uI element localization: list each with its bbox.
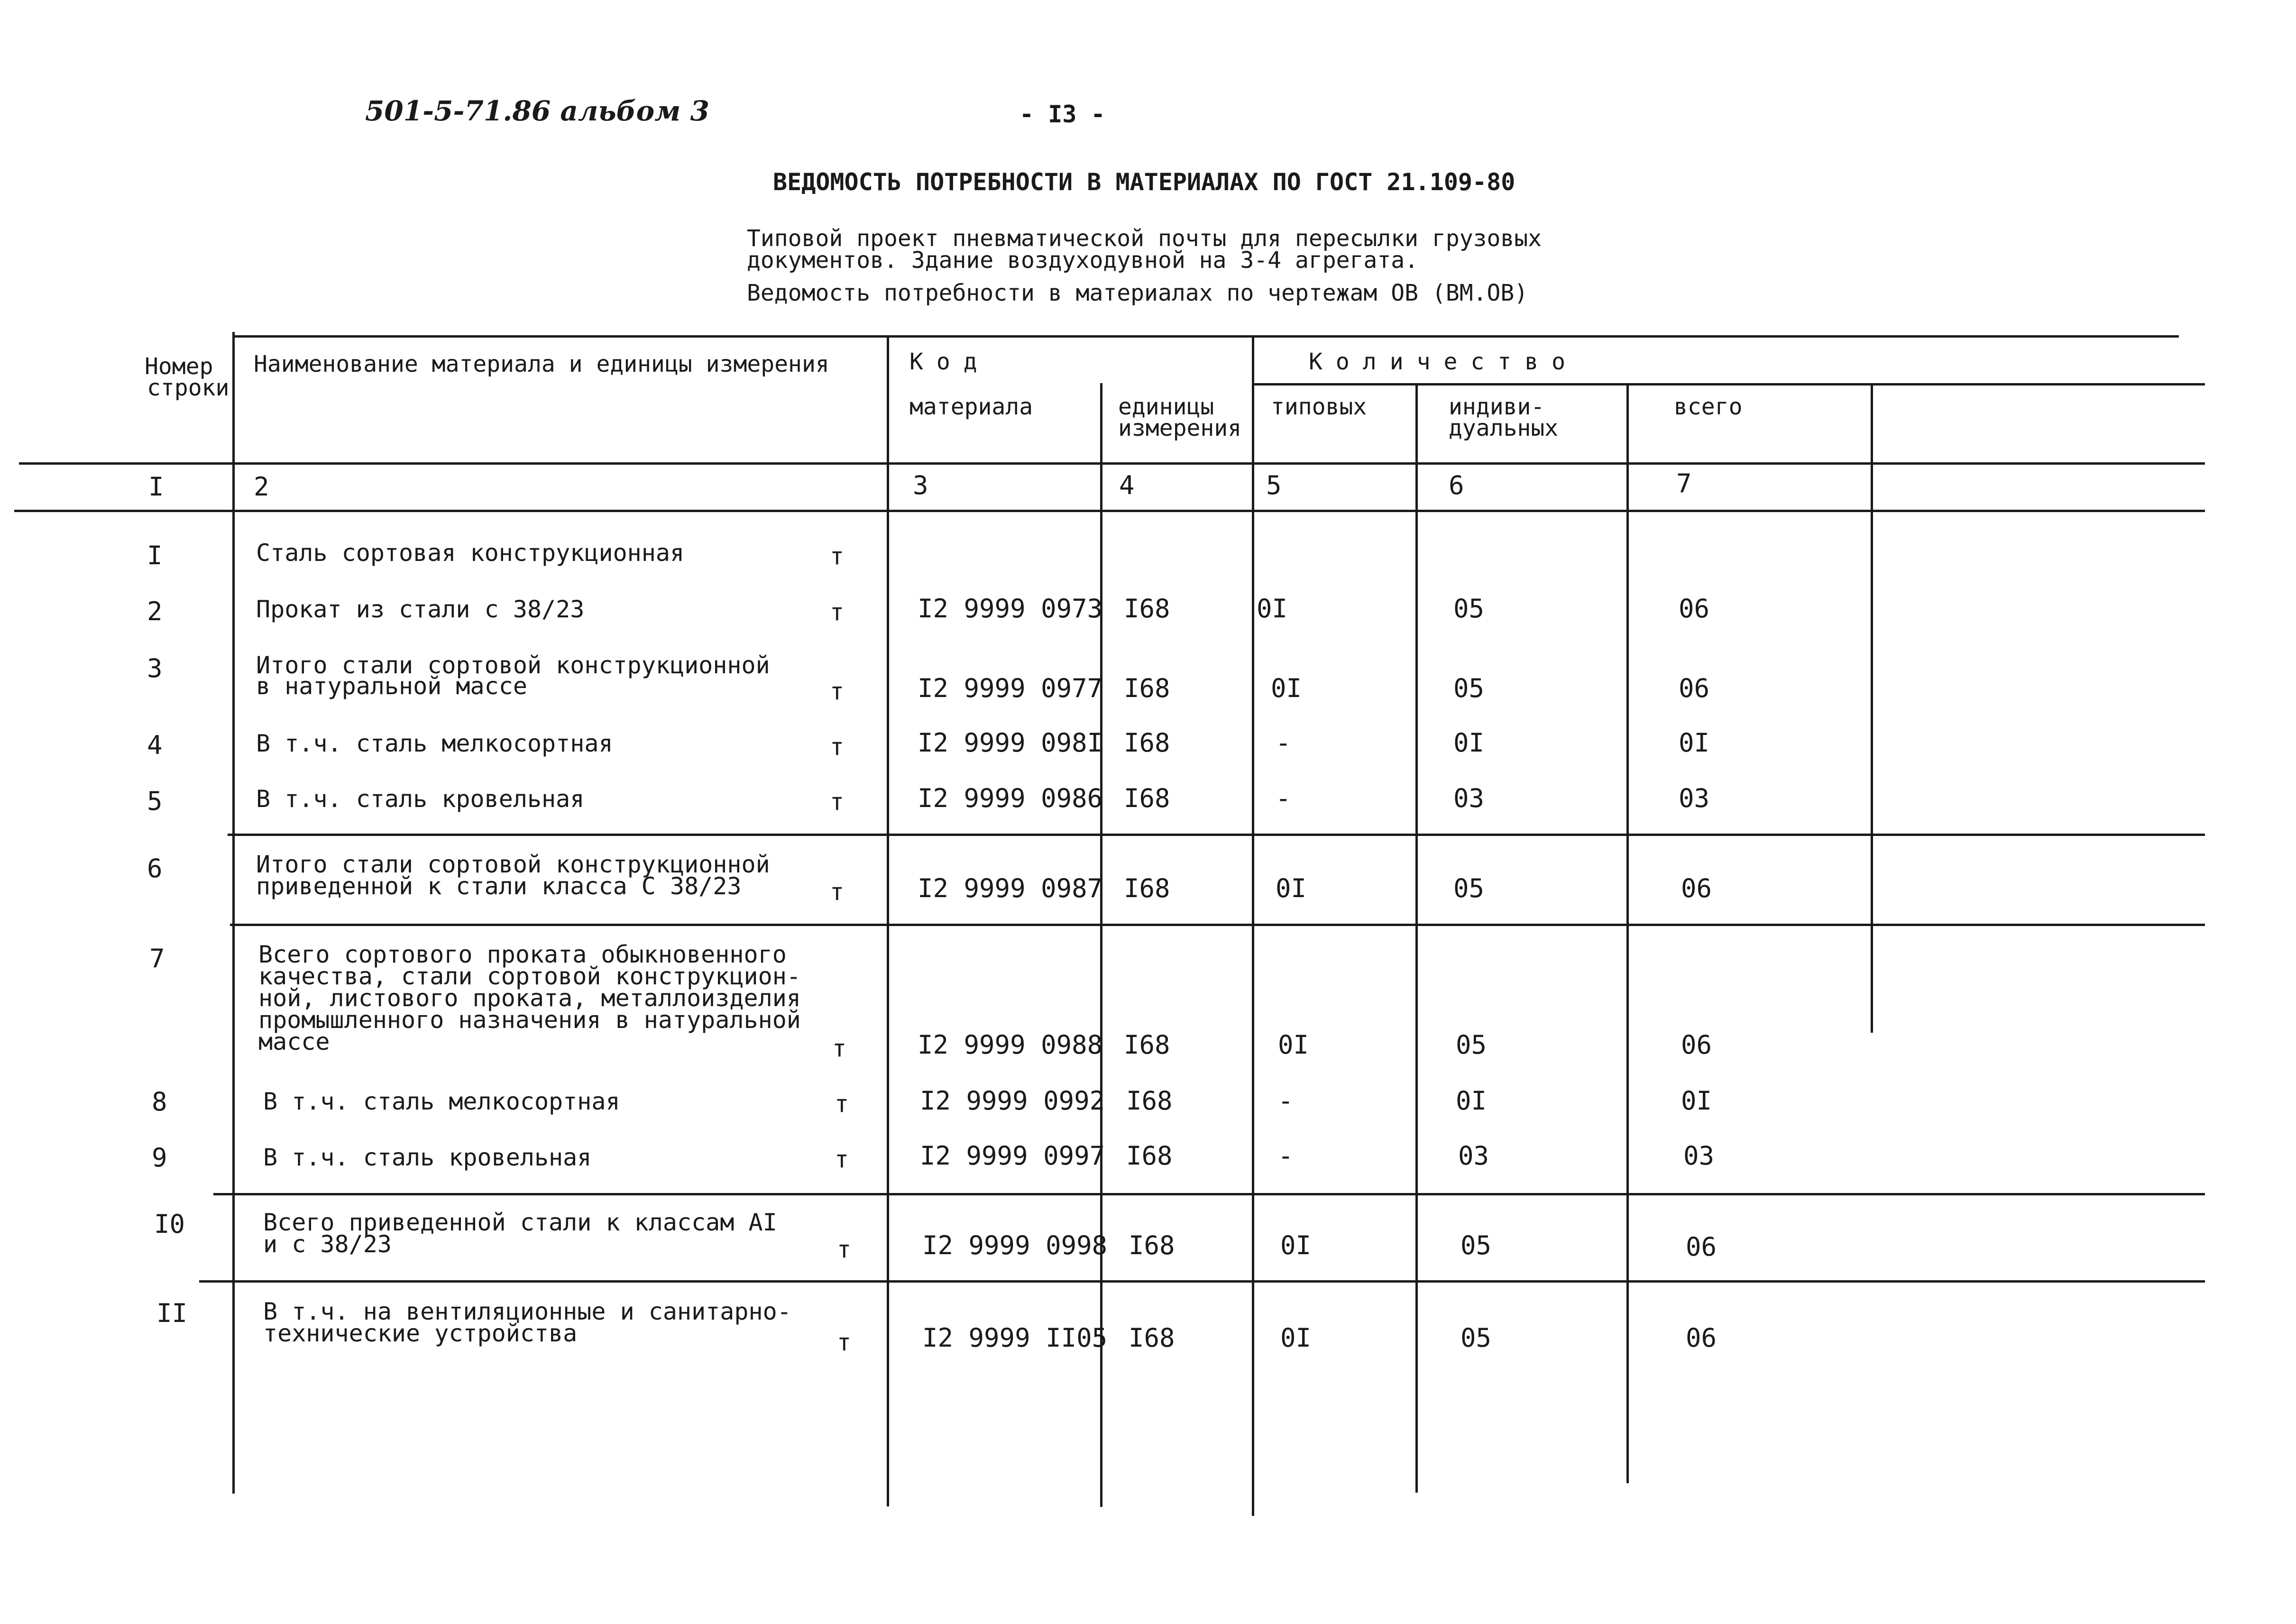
material-name: Итого стали сортовой конструкционной	[256, 651, 770, 679]
header-code-unit-2: измерения	[1118, 415, 1242, 441]
qty-typical: -	[1276, 783, 1291, 813]
header-quantity-group: Количество	[1309, 349, 1579, 375]
unit-label: т	[830, 542, 845, 570]
material-name: в натуральной массе	[256, 672, 527, 700]
qty-total: 03	[1683, 1141, 1715, 1171]
qty-total: 06	[1686, 1323, 1717, 1353]
material-code: I2 9999 0987	[918, 873, 1103, 903]
material-name: приведенной к стали класса С 38/23	[256, 872, 742, 900]
qty-individual: 03	[1453, 783, 1485, 813]
column-number: 3	[913, 470, 928, 500]
qty-typical: 0I	[1276, 873, 1307, 903]
qty-typical: -	[1278, 1086, 1294, 1116]
material-name: Всего приведенной стали к классам АI	[263, 1209, 777, 1236]
material-name: Прокат из стали с 38/23	[256, 596, 585, 623]
material-name: В т.ч. на вентиляционные и санитарно-	[263, 1298, 791, 1325]
material-name: технические устройства	[263, 1320, 578, 1347]
material-name: Всего сортового проката обыкновенного	[258, 941, 787, 968]
material-name: ной, листового проката, металлоизделия	[258, 984, 801, 1012]
qty-individual: 05	[1460, 1323, 1492, 1353]
document-code: 501-5-71.86 альбом 3	[365, 95, 709, 127]
unit-label: т	[830, 733, 845, 761]
row-number: I0	[154, 1209, 185, 1239]
row-number: II	[156, 1298, 188, 1328]
row-number: 6	[147, 853, 163, 883]
qty-total: 03	[1679, 783, 1710, 813]
material-name: Сталь сортовая конструкционная	[256, 539, 685, 567]
material-code: I2 9999 0997	[920, 1141, 1105, 1171]
row-number: I	[147, 541, 163, 570]
header-code-material: материала	[909, 394, 1033, 420]
subtitle-line-2: документов. Здание воздуходувной на 3-4 агрегата.	[747, 247, 1419, 274]
unit-label: т	[830, 788, 845, 816]
material-name: В т.ч. сталь мелкосортная	[256, 730, 613, 757]
material-name: В т.ч. сталь мелкосортная	[263, 1088, 620, 1115]
qty-total: 06	[1681, 1030, 1712, 1060]
qty-individual: 05	[1453, 673, 1485, 703]
qty-typical: -	[1276, 728, 1291, 758]
unit-label: т	[837, 1236, 852, 1263]
header-code-group: Код	[909, 349, 991, 375]
header-qty-typical: типовых	[1271, 394, 1367, 420]
column-number: 2	[254, 472, 269, 502]
row-number: 5	[147, 786, 163, 816]
qty-total: 06	[1679, 673, 1710, 703]
qty-individual: 03	[1458, 1141, 1489, 1171]
qty-total: 06	[1686, 1232, 1717, 1262]
unit-label: т	[835, 1146, 849, 1173]
material-code: I2 9999 0988	[918, 1030, 1103, 1060]
row-number: 9	[152, 1143, 167, 1173]
qty-total: 0I	[1679, 728, 1710, 758]
unit-code: I68	[1124, 783, 1170, 813]
header-code-unit-1: единицы	[1118, 394, 1214, 420]
header-name: Наименование материала и единицы измерения	[254, 351, 829, 377]
qty-typical: 0I	[1280, 1323, 1312, 1353]
qty-typical: 0I	[1271, 673, 1302, 703]
page-number: - I3 -	[1019, 101, 1105, 128]
material-code: I2 9999 0986	[918, 783, 1103, 813]
unit-label: т	[837, 1329, 852, 1356]
column-number: 4	[1119, 470, 1135, 500]
qty-individual: 05	[1456, 1030, 1487, 1060]
material-name: и с 38/23	[263, 1230, 392, 1258]
material-code: I2 9999 0992	[920, 1086, 1105, 1116]
document-title: ВЕДОМОСТЬ ПОТРЕБНОСТИ В МАТЕРИАЛАХ ПО ГОСТ 21.109-80	[773, 168, 1515, 196]
column-number: 7	[1676, 468, 1692, 498]
material-name: массе	[258, 1028, 330, 1055]
column-number: I	[148, 472, 164, 502]
unit-label: т	[830, 598, 845, 626]
row-number: 7	[149, 944, 165, 973]
qty-total: 0I	[1681, 1086, 1712, 1116]
material-name: В т.ч. сталь кровельная	[256, 785, 585, 813]
header-row-number-1: Номер	[145, 353, 213, 380]
column-number: 6	[1449, 470, 1464, 500]
unit-label: т	[830, 678, 845, 705]
unit-code: I68	[1124, 594, 1170, 624]
qty-typical: -	[1278, 1141, 1294, 1171]
qty-typical: 0I	[1257, 594, 1288, 624]
material-code: I2 9999 0998	[922, 1230, 1108, 1260]
qty-individual: 05	[1453, 594, 1485, 624]
qty-individual: 05	[1453, 873, 1485, 903]
unit-code: I68	[1124, 1030, 1170, 1060]
subtitle-line-3: Ведомость потребности в материалах по чертежам ОВ (ВМ.ОВ)	[747, 280, 1528, 306]
unit-code: I68	[1129, 1230, 1175, 1260]
qty-total: 06	[1679, 594, 1710, 624]
unit-label: т	[830, 878, 845, 906]
qty-individual: 0I	[1453, 728, 1485, 758]
unit-label: т	[832, 1035, 847, 1062]
qty-typical: 0I	[1280, 1230, 1312, 1260]
subtitle-line-1: Типовой проект пневматической почты для пересылки грузовых	[747, 225, 1542, 252]
header-qty-individual-2: дуальных	[1449, 415, 1559, 441]
material-code: I2 9999 098I	[918, 728, 1103, 758]
material-code: I2 9999 0977	[918, 673, 1103, 703]
material-code: I2 9999 0973	[918, 594, 1103, 624]
column-number: 5	[1266, 470, 1282, 500]
material-name: промышленного назначения в натуральной	[258, 1006, 801, 1034]
material-code: I2 9999 II05	[922, 1323, 1108, 1353]
header-qty-individual-1: индиви-	[1449, 394, 1545, 420]
unit-code: I68	[1124, 728, 1170, 758]
qty-individual: 0I	[1456, 1086, 1487, 1116]
unit-code: I68	[1126, 1086, 1173, 1116]
row-number: 4	[147, 730, 163, 760]
material-name: В т.ч. сталь кровельная	[263, 1144, 592, 1171]
material-name: качества, стали сортовой конструкцион-	[258, 963, 801, 990]
unit-code: I68	[1129, 1323, 1175, 1353]
unit-code: I68	[1124, 673, 1170, 703]
row-number: 2	[147, 596, 163, 626]
unit-label: т	[835, 1090, 849, 1118]
header-row-number-2: строки	[147, 375, 230, 401]
material-name: Итого стали сортовой конструкционной	[256, 851, 770, 878]
header-qty-total: всего	[1674, 394, 1743, 420]
unit-code: I68	[1126, 1141, 1173, 1171]
unit-code: I68	[1124, 873, 1170, 903]
row-number: 3	[147, 653, 163, 683]
qty-typical: 0I	[1278, 1030, 1309, 1060]
row-number: 8	[152, 1087, 167, 1117]
qty-total: 06	[1681, 873, 1712, 903]
qty-individual: 05	[1460, 1230, 1492, 1260]
